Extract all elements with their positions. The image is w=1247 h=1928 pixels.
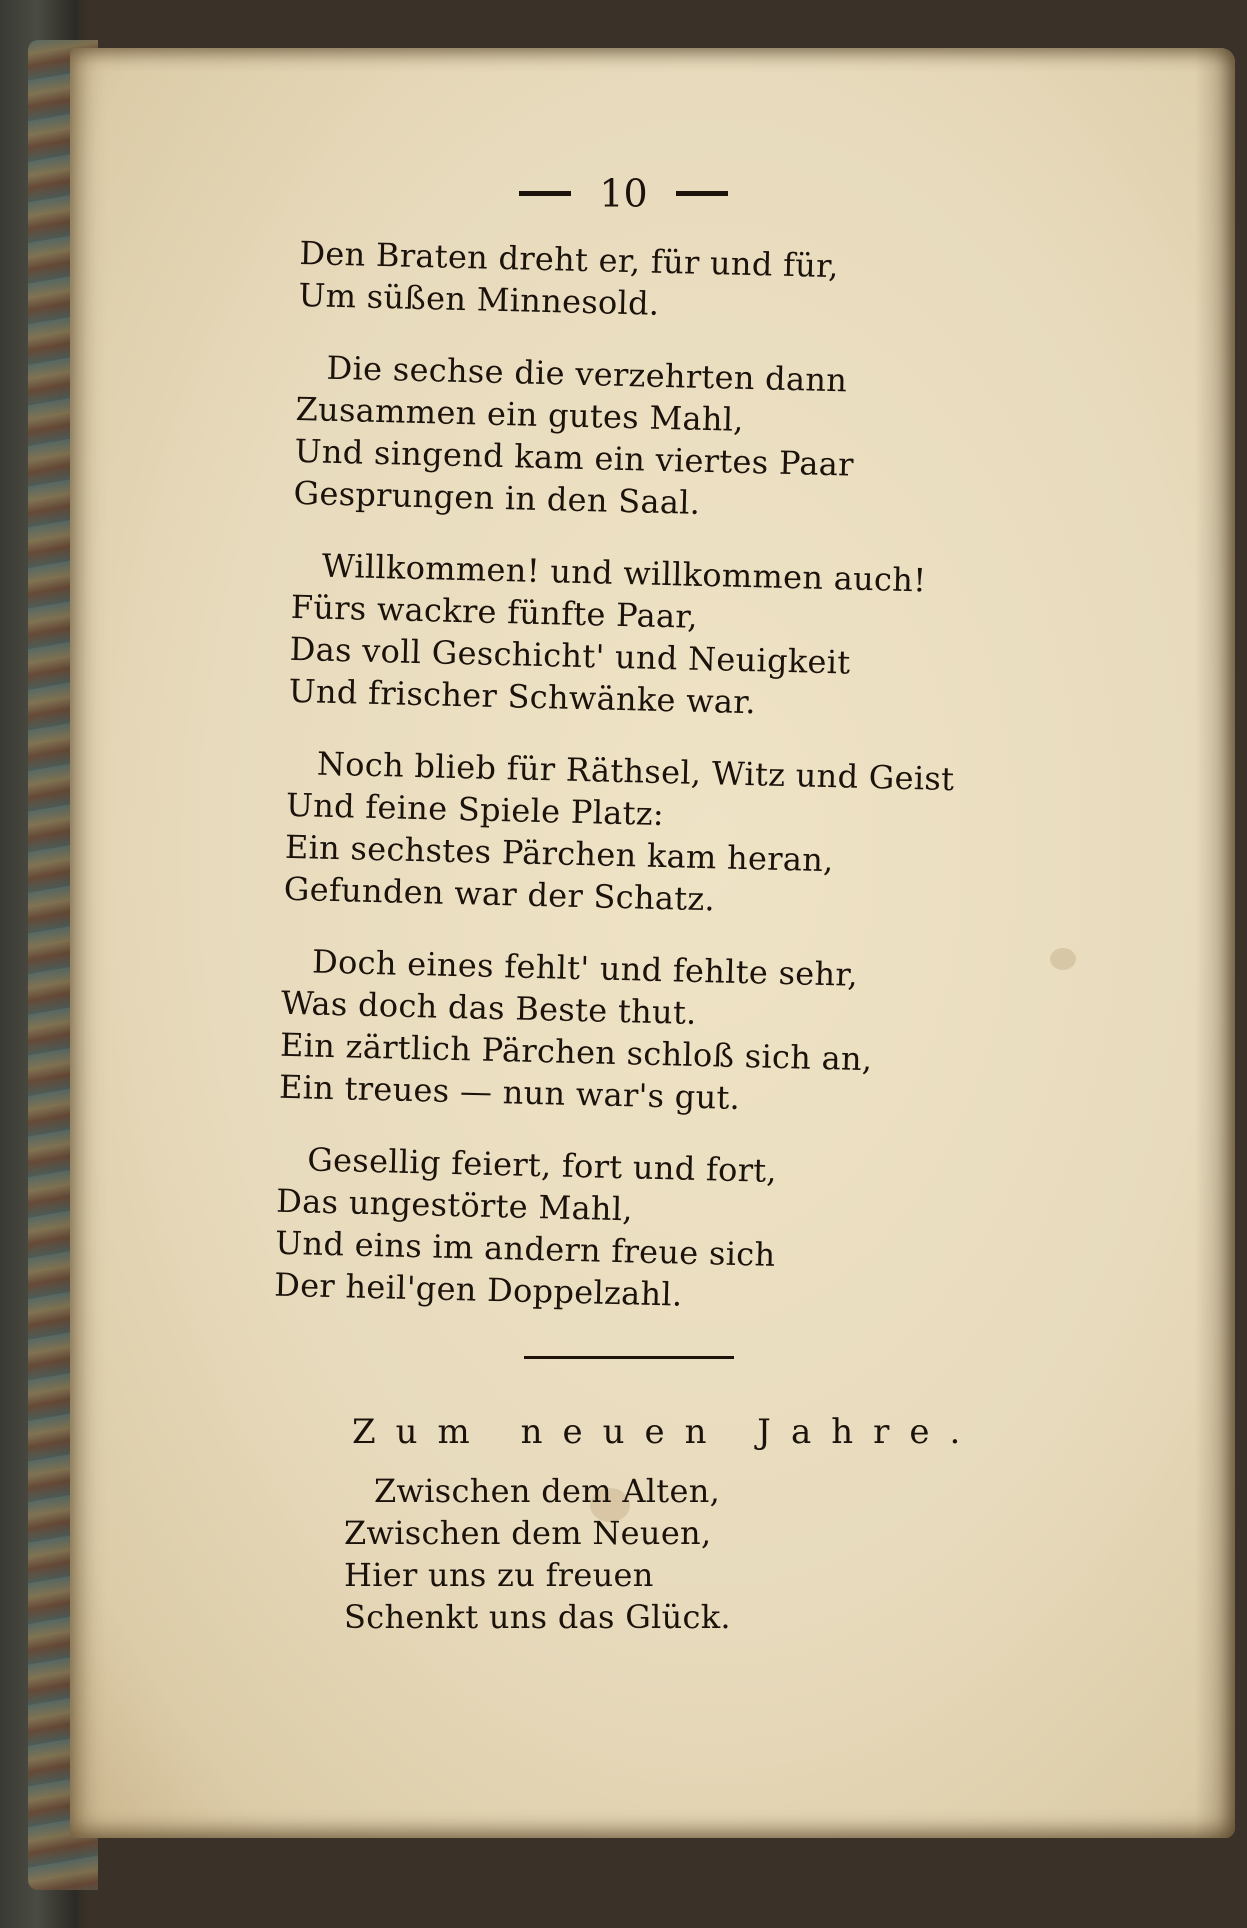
poem-line: Das ungestörte Mahl,	[275, 1181, 634, 1229]
poem-line: Gesellig feiert, fort und fort,	[306, 1140, 778, 1190]
poem-line: Schenkt uns das Glück.	[344, 1598, 731, 1636]
poem-line: Und eins im andern freue sich	[274, 1223, 776, 1274]
stanza-2	[293, 346, 947, 530]
header-dash-right	[676, 191, 728, 196]
stanza-6	[274, 1138, 928, 1322]
stanza-3	[288, 544, 942, 728]
poem-line: Hier uns zu freuen	[344, 1556, 654, 1594]
poem-line: Doch eines fehlt' und fehlte sehr,	[311, 942, 859, 994]
stanza-4	[283, 742, 955, 926]
poem-line: Der heil'gen Doppelzahl.	[273, 1265, 683, 1314]
poem-line: Gefunden war der Schatz.	[283, 869, 716, 919]
poem-line: Und feine Spiele Platz:	[285, 785, 665, 834]
second-poem-title: Zum neuen Jahre.	[352, 1412, 981, 1452]
poem-line: Die sechse die verzehrten dann	[326, 348, 848, 400]
stanza-5	[279, 940, 933, 1124]
poem-line: Das voll Geschicht' und Neuigkeit	[289, 629, 851, 682]
poem-line: Zwischen dem Alten,	[374, 1472, 721, 1510]
page-header	[0, 168, 1247, 216]
poem-line: Und singend kam ein viertes Paar	[294, 431, 855, 484]
page-gutter-shadow	[1195, 48, 1235, 1838]
poem-line: Zwischen dem Neuen,	[344, 1514, 712, 1552]
stanza-1	[298, 232, 950, 332]
poem-body	[273, 232, 955, 1352]
poem-line: Fürs wackre fünfte Paar,	[290, 587, 699, 636]
poem-line: Gesprungen in den Saal.	[293, 473, 701, 522]
section-divider	[524, 1356, 734, 1359]
page-number: 10	[599, 171, 648, 216]
poem-line: Zusammen ein gutes Mahl,	[295, 389, 745, 439]
poem-line: Ein sechstes Pärchen kam heran,	[284, 827, 835, 880]
second-poem-body	[344, 1470, 864, 1638]
poem-line: Um süßen Minnesold.	[297, 275, 660, 323]
poem-line: Noch blieb für Räthsel, Witz und Geist	[316, 744, 955, 799]
header-dash-left	[519, 191, 571, 196]
poem-line: Was doch das Beste thut.	[280, 983, 698, 1032]
poem-line: Ein zärtlich Pärchen schloß sich an,	[279, 1025, 873, 1079]
poem-line: Und frischer Schwänke war.	[288, 671, 757, 722]
poem-line: Den Braten dreht er, für und für,	[299, 233, 840, 286]
paper-stain	[1050, 948, 1076, 970]
poem-line: Willkommen! und willkommen auch!	[321, 546, 927, 600]
poem-line: Ein treues — nun war's gut.	[278, 1067, 741, 1118]
